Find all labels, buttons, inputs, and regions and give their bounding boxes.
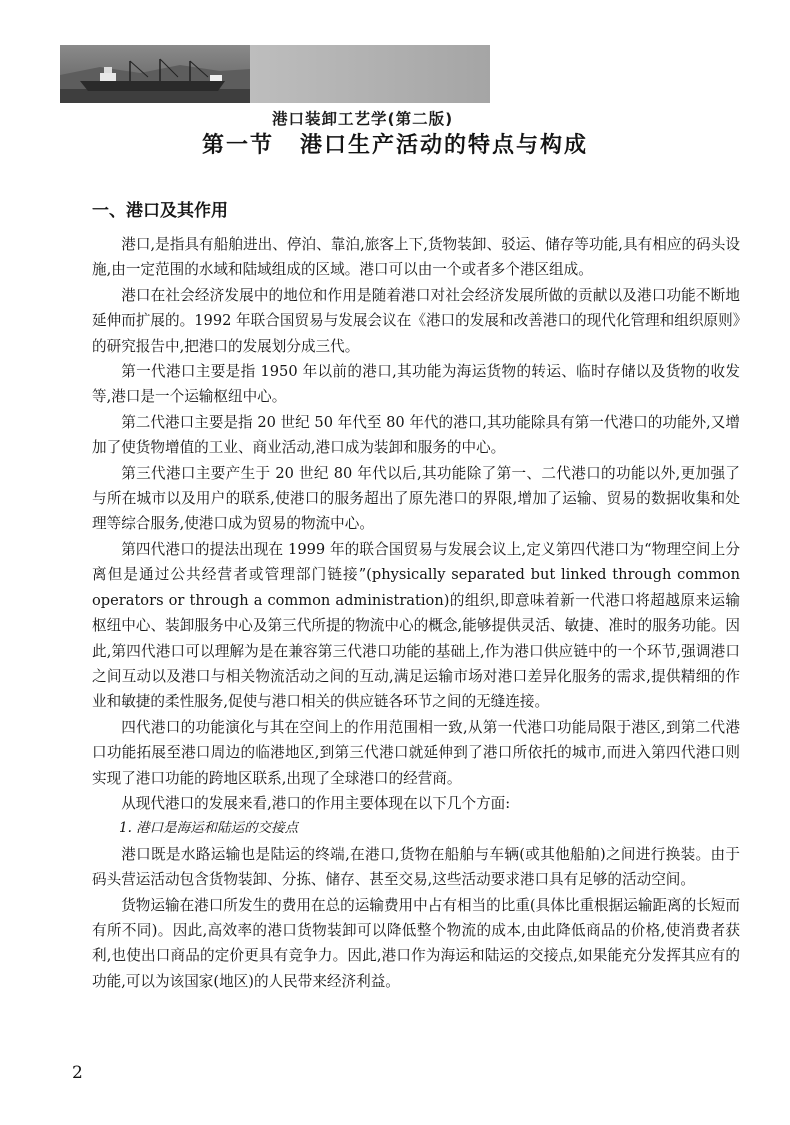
paragraph: 第一代港口主要是指 1950 年以前的港口,其功能为海运货物的转运、临时存储以及货物的收发等,港口是一个运输枢纽中心。 — [92, 363, 740, 406]
ship-icon — [60, 45, 250, 103]
body-text — [92, 232, 740, 994]
paragraph: 从现代港口的发展来看,港口的作用主要体现在以下几个方面: — [121, 794, 511, 812]
page-number: 2 — [72, 1063, 83, 1083]
running-header — [60, 45, 490, 128]
paragraph: 货物运输在港口所发生的费用在总的运输费用中占有相当的比重(具体比重根据运输距离的长短而有所不同)。因此,高效率的港口货物装卸可以降低整个物流的成本,由此降低商品的价格,使消费者获利,也使出口商品的定价更具有竞争力。因此,港口作为海运和陆运的交接点,如果能充分发挥其应有的功能,可以为该国家(地区)的人民带来经济利益。 — [92, 896, 740, 990]
paragraph: 港口,是指具有船舶进出、停泊、靠泊,旅客上下,货物装卸、驳运、储存等功能,具有相应的码头设施,由一定范围的水域和陆域组成的区域。港口可以由一个或者多个港区组成。 — [92, 236, 740, 279]
book-title: 港口装卸工艺学(第二版) — [272, 110, 454, 128]
paragraph: 港口既是水路运输也是陆运的终端,在港口,货物在船舶与车辆(或其他船舶)之间进行换装。由于码头营运活动包含货物装卸、分拣、储存、甚至交易,这些活动要求港口具有足够的活动空间。 — [92, 845, 740, 889]
section-number: 第一节 — [201, 133, 274, 158]
paragraph: 港口在社会经济发展中的地位和作用是随着港口对社会经济发展所做的贡献以及港口功能不断地延伸而扩展的。1992 年联合国贸易与发展会议在《港口的发展和改善港口的现代化管理和组织原则》的研究报告中,把港口的发展划分成三代。 — [92, 286, 740, 355]
paragraph: 第二代港口主要是指 20 世纪 50 年代至 80 年代的港口,其功能除具有第一代港口的功能外,又增加了使货物增值的工业、商业活动,港口成为装卸和服务的中心。 — [92, 413, 740, 457]
section-title — [0, 128, 790, 159]
section-heading: 港口生产活动的特点与构成 — [300, 133, 589, 158]
subsection-title: 一、港口及其作用 — [92, 201, 228, 221]
paragraph: 第四代港口的提法出现在 1999 年的联合国贸易与发展会议上,定义第四代港口为“物理空间上分离但是通过公共经营者或管理部门链接”(physically separated but linked through common operators or through a common administration)的组织,即意味着新一代港口将超越原来运输枢纽中心、装卸服务中心及第三代所提的物流中心的概念,能够提供灵活、敏捷、准时的服务功能。因此,第四代港口可以理解为是在兼容第三代港口功能的基础上,作为港口供应链中的一个环节,强调港口之间互动以及港口与相关物流活动之间的互动,满足运输市场对港口差异化服务的需求,提供精细的作业和敏捷的柔性服务,促使与港口相关的供应链各环节之间的无缝连接。 — [92, 540, 740, 711]
cargo-ship-image — [60, 45, 250, 103]
point-heading: 1. 港口是海运和陆运的交接点 — [119, 820, 299, 837]
paragraph: 四代港口的功能演化与其在空间上的作用范围相一致,从第一代港口功能局限于港区,到第二代港口功能拓展至港口周边的临港地区,到第三代港口就延伸到了港口所依托的城市,而进入第四代港口则实现了港口功能的跨地区联系,出现了全球港口的经营商。 — [92, 718, 740, 787]
paragraph: 第三代港口主要产生于 20 世纪 80 年代以后,其功能除了第一、二代港口的功能以外,更加强了与所在城市以及用户的联系,使港口的服务超出了原先港口的界限,增加了运输、贸易的数据收集和处理等综合服务,使港口成为贸易的物流中心。 — [92, 464, 740, 533]
